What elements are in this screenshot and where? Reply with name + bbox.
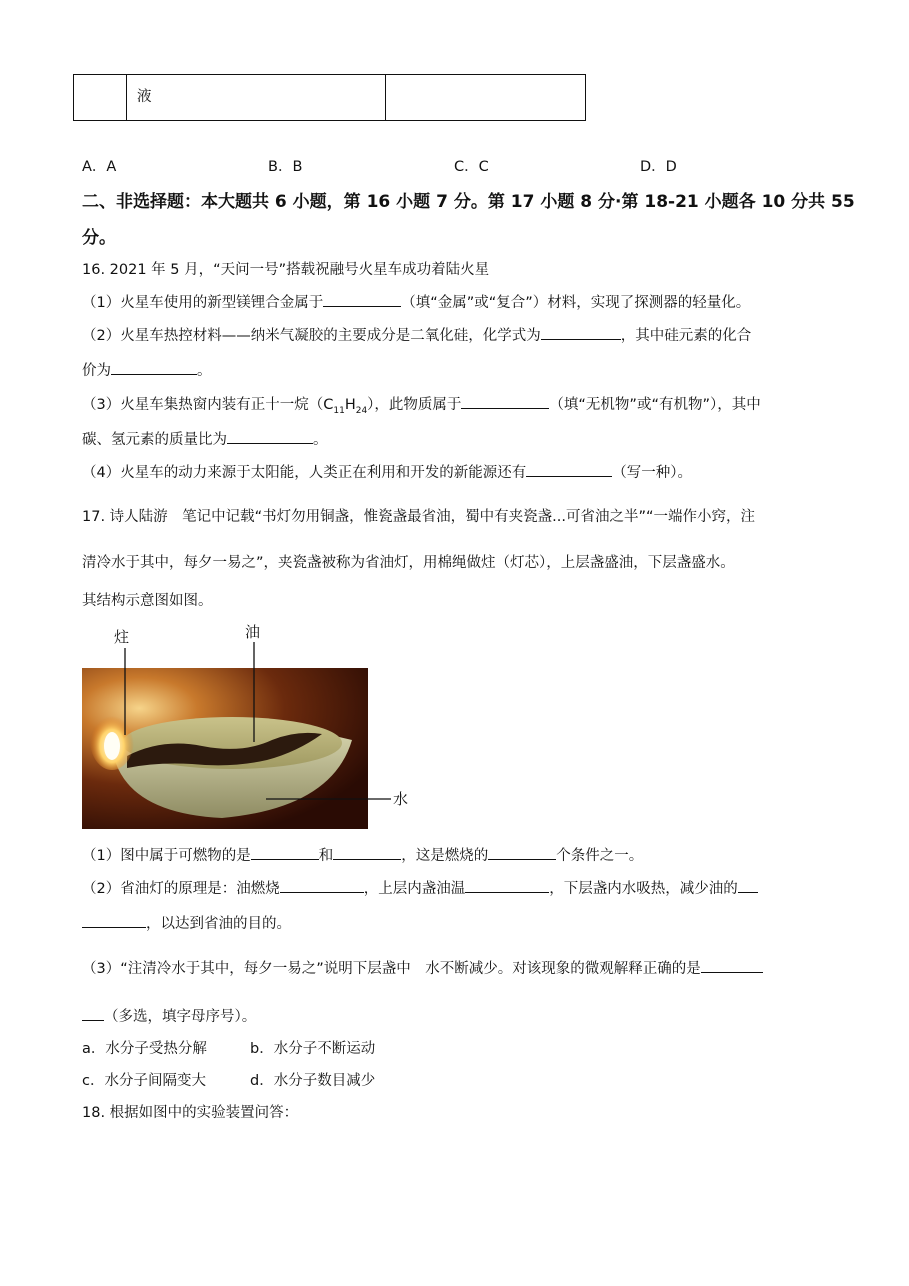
q17-part1 [82, 845, 643, 866]
q16-part4-text-b: （写一种）。 [612, 465, 692, 481]
q17-part2-text-c: ，下层盏内水吸热，减少油的 [549, 881, 738, 897]
answer-blank[interactable] [82, 1006, 104, 1021]
q17-stem-line2: 清冷水于其中，每夕一易之”，夹瓷盏被称为省油灯，用棉绳做炷（灯芯），上层盏盛油，下层盏盛水。 [82, 555, 735, 571]
q16-part4-text-a: （4）火星车的动力来源于太阳能，人类正在利用和开发的新能源还有 [82, 465, 527, 481]
label-oil: 油 [245, 623, 261, 641]
q17-part1-text-b: 和 [318, 848, 334, 864]
section-heading-line2: 分。 [82, 228, 116, 248]
answer-blank[interactable] [280, 878, 364, 893]
answer-blank[interactable] [738, 878, 758, 893]
section-heading-line1: 二、非选择题：本大题共 6 小题，第 16 小题 7 分。第 17 小题 8 分·第 18-21 小题各 10 分共 55 [82, 192, 855, 212]
option-c: C．C [454, 159, 489, 175]
q16-part3-text-d: 碳、氢元素的质量比为 [82, 432, 227, 448]
q17-part2-cont [82, 913, 291, 934]
answer-blank[interactable] [465, 878, 549, 893]
q17-part2 [82, 878, 758, 899]
q16-part1-text-a: （1）火星车使用的新型镁锂合金属于 [82, 295, 324, 311]
q17-part3-text-b: （多选，填字母序号）。 [104, 1009, 257, 1025]
q16-part2-text-a: （2）火星车热控材料——纳米气凝胶的主要成分是二氧化硅，化学式为 [82, 328, 541, 344]
q16-part2-text-d: 。 [197, 363, 212, 379]
label-water: 水 [393, 790, 409, 808]
q17-part1-text-a: （1）图中属于可燃物的是 [82, 848, 251, 864]
option-d: D．D [640, 159, 677, 175]
q17-option-a: a．水分子受热分解 [82, 1041, 207, 1057]
q17-stem-line1: 17. 诗人陆游 笔记中记载“书灯勿用铜盏，惟瓷盏最省油，蜀中有夹瓷盏...可省油之半”“一端作小窍，注 [82, 509, 756, 525]
q17-stem-line3: 其结构示意图如图。 [82, 593, 213, 609]
q17-part3-cont [82, 1006, 256, 1027]
label-wick: 炷 [114, 628, 130, 646]
q16-part1-text-b: （填“金属”或“复合”）材料，实现了探测器的轻量化。 [401, 295, 751, 311]
subscript-24: 24 [355, 405, 368, 416]
table-cell-text: 液 [137, 89, 152, 105]
q17-part3-text-a: （3）“注清冷水于其中，每夕一易之”说明下层盏中 水不断减少。对该现象的微观解释正确的是 [82, 961, 701, 977]
hydrogen-symbol: H [344, 397, 356, 413]
answer-blank[interactable] [333, 845, 401, 860]
q16-part2-text-c: 价为 [82, 363, 111, 379]
option-a: A．A [82, 159, 117, 175]
option-b: B．B [268, 159, 303, 175]
q17-option-b: b．水分子不断运动 [250, 1041, 376, 1057]
answer-blank[interactable] [701, 958, 763, 973]
q17-part1-text-c: ，这是燃烧的 [401, 848, 489, 864]
q18-stem: 18. 根据如图中的实验装置问答： [82, 1105, 299, 1121]
subscript-11: 11 [333, 405, 345, 416]
q17-part2-text-a: （2）省油灯的原理是：油燃烧 [82, 881, 280, 897]
q16-part3-text-e: 。 [313, 432, 328, 448]
answer-blank[interactable] [251, 845, 319, 860]
answer-blank[interactable] [488, 845, 556, 860]
q17-part1-text-d: 个条件之一。 [556, 848, 644, 864]
q16-part2-text-b: ，其中硅元素的化合 [620, 328, 752, 344]
q16-part3-text-c: （填“无机物”或“有机物”），其中 [549, 397, 761, 413]
q16-part3-text-a: （3）火星车集热窗内装有正十一烷（C [82, 397, 334, 413]
q17-option-d: d．水分子数目减少 [250, 1073, 376, 1089]
q17-option-c: c．水分子间隔变大 [82, 1073, 206, 1089]
answer-blank[interactable] [82, 913, 146, 928]
q17-part2-text-d: ，以达到省油的目的。 [146, 916, 291, 932]
q17-part3 [82, 958, 763, 979]
q16-stem: 16. 2021 年 5 月，“天问一号”搭载祝融号火星车成功着陆火星 [82, 262, 490, 278]
q16-part3-text-b: ），此物质属于 [367, 397, 462, 413]
q17-part2-text-b: ，上层内盏油温 [363, 881, 466, 897]
